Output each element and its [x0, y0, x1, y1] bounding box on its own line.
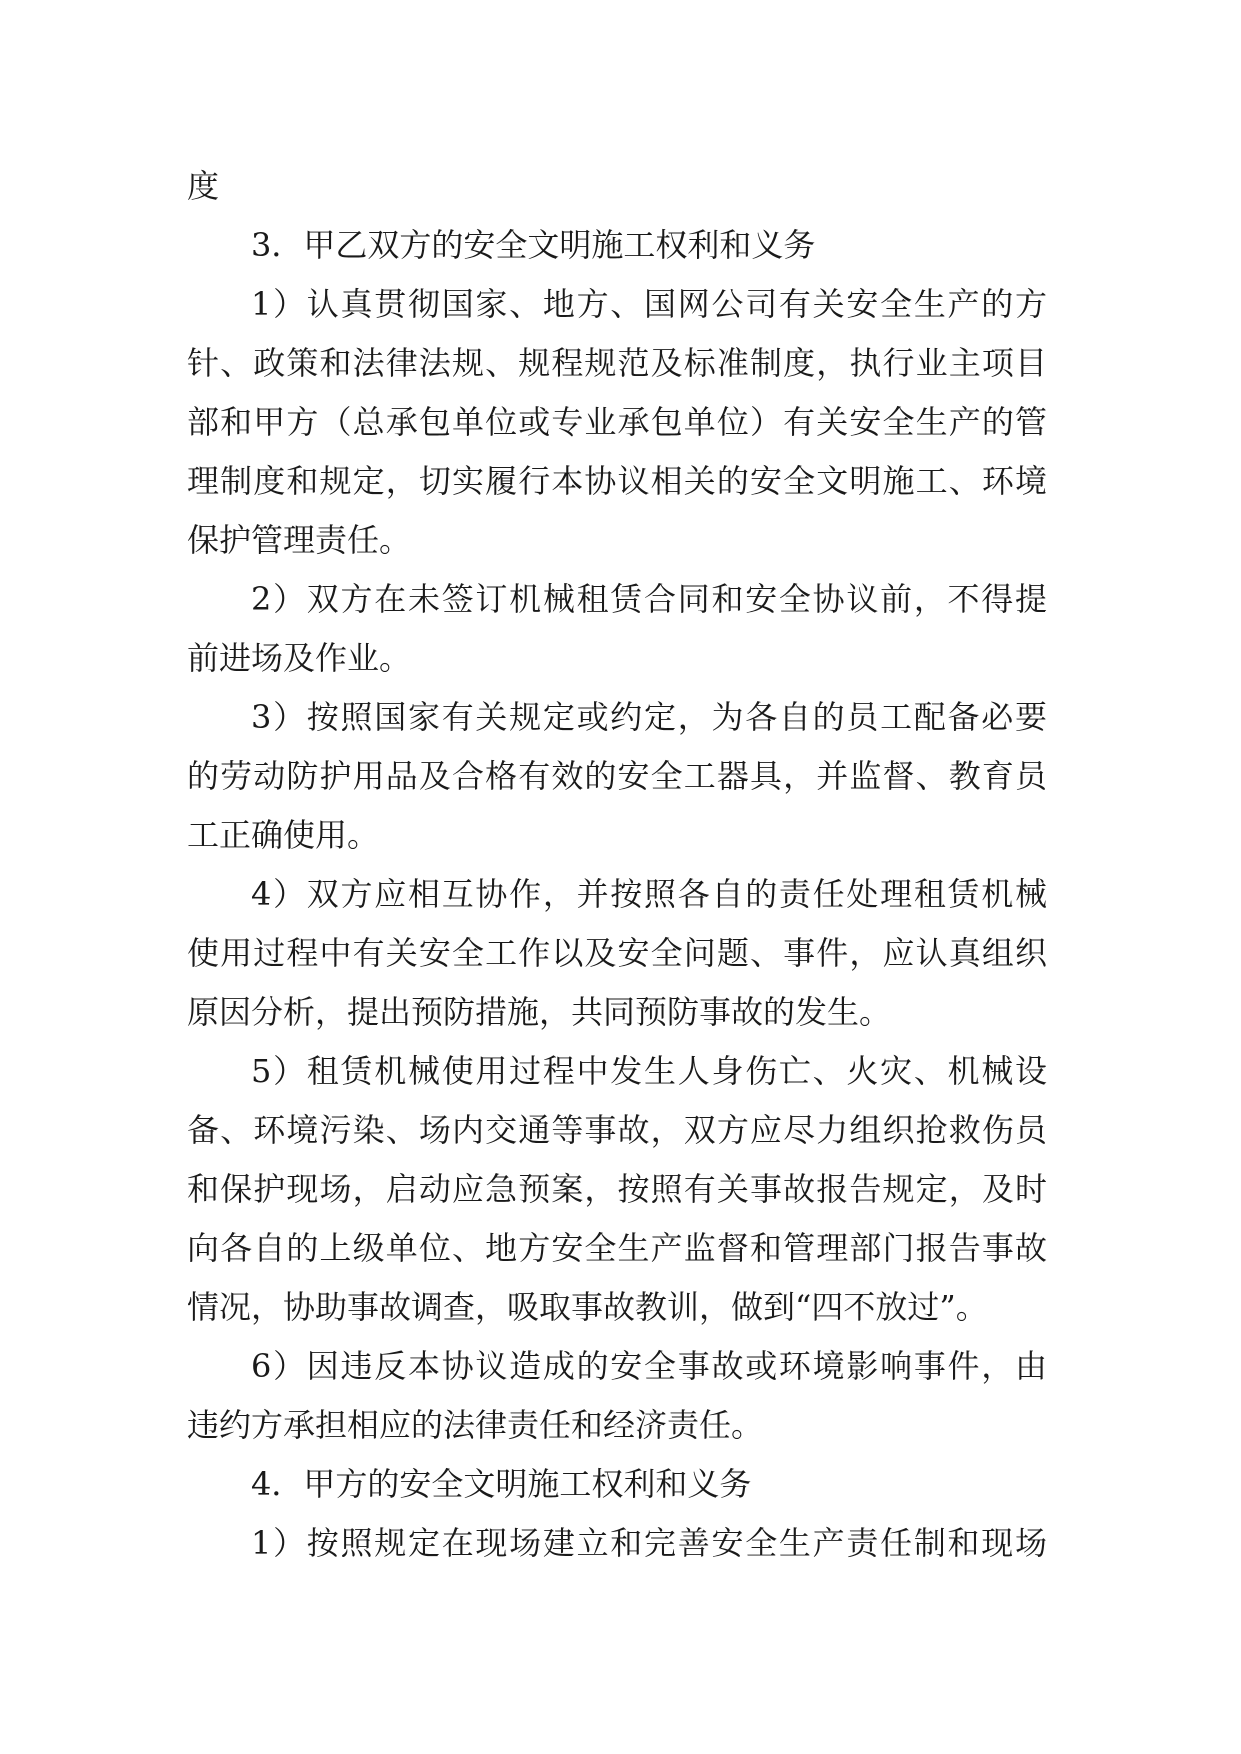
paragraph-line: 理制度和规定，切实履行本协议相关的安全文明施工、环境: [187, 462, 1047, 500]
paragraph-line: 情况，协助事故调查，吸取事故教训，做到“四不放过”。: [187, 1288, 988, 1326]
paragraph-line: 前进场及作业。: [187, 639, 412, 677]
paragraph-line: 4）双方应相互协作，并按照各自的责任处理租赁机械: [251, 875, 1047, 913]
paragraph-line: 针、政策和法律法规、规程规范及标准制度，执行业主项目: [187, 344, 1047, 382]
paragraph-line: 备、环境污染、场内交通等事故，双方应尽力组织抢救伤员: [187, 1111, 1047, 1149]
paragraph-line: 违约方承担相应的法律责任和经济责任。: [187, 1406, 764, 1444]
paragraph-line: 3）按照国家有关规定或约定，为各自的员工配备必要: [251, 698, 1047, 736]
paragraph-line: 原因分析，提出预防措施，共同预防事故的发生。: [187, 993, 892, 1031]
paragraph-line: 部和甲方（总承包单位或专业承包单位）有关安全生产的管: [187, 403, 1047, 441]
section-heading: 3．甲乙双方的安全文明施工权利和义务: [251, 226, 816, 264]
paragraph-line: 2）双方在未签订机械租赁合同和安全协议前，不得提: [251, 580, 1047, 618]
paragraph-line: 1）认真贯彻国家、地方、国网公司有关安全生产的方: [251, 285, 1047, 323]
paragraph-line: 的劳动防护用品及合格有效的安全工器具，并监督、教育员: [187, 757, 1047, 795]
paragraph-line: 5）租赁机械使用过程中发生人身伤亡、火灾、机械设: [251, 1052, 1047, 1090]
paragraph-line: 向各自的上级单位、地方安全生产监督和管理部门报告事故: [187, 1229, 1047, 1267]
paragraph-line: 1）按照规定在现场建立和完善安全生产责任制和现场: [251, 1524, 1047, 1562]
paragraph-line: 工正确使用。: [187, 816, 380, 854]
paragraph-line: 使用过程中有关安全工作以及安全问题、事件，应认真组织: [187, 934, 1047, 972]
paragraph-line: 保护管理责任。: [187, 521, 412, 559]
text-line: 度: [187, 167, 220, 205]
paragraph-line: 6）因违反本协议造成的安全事故或环境影响事件，由: [251, 1347, 1047, 1385]
paragraph-line: 和保护现场，启动应急预案，按照有关事故报告规定，及时: [187, 1170, 1047, 1208]
section-heading: 4．甲方的安全文明施工权利和义务: [251, 1465, 752, 1503]
